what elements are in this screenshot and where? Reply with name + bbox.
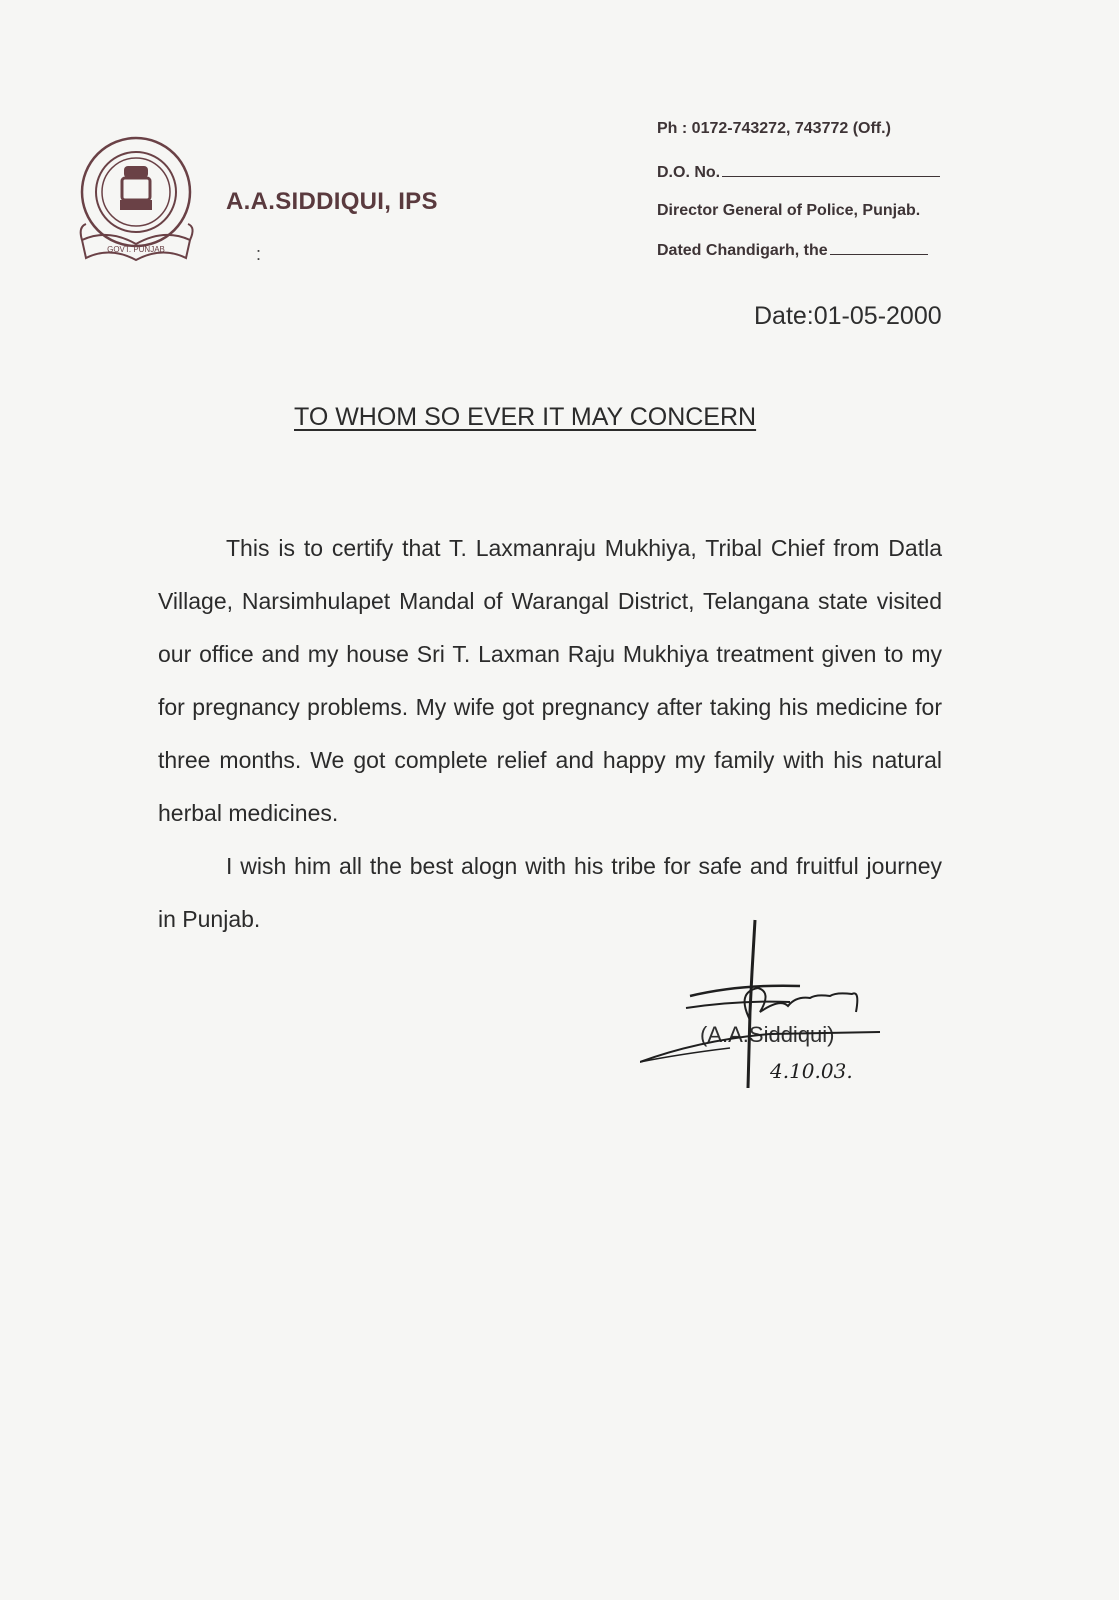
signatory-name: (A.A.Siddiqui) xyxy=(700,1022,835,1047)
do-number xyxy=(657,164,940,182)
phone-number: Ph : 0172-743272, 743772 (Off.) xyxy=(657,120,891,137)
body-paragraph-2: I wish him all the best alogn with his tribe for safe and fruitful journey in Punjab. xyxy=(158,853,942,932)
dated-label: Dated Chandigarh, the xyxy=(657,242,828,259)
officer-name: A.A.SIDDIQUI, IPS xyxy=(226,188,438,215)
dated-line xyxy=(657,242,928,260)
do-number-label: D.O. No. xyxy=(657,164,721,181)
letter-title: TO WHOM SO EVER IT MAY CONCERN xyxy=(294,403,757,431)
designation: Director General of Police, Punjab. xyxy=(657,202,921,219)
state-emblem-seal xyxy=(78,132,202,272)
handwritten-signature xyxy=(640,912,910,1102)
colon-mark: : xyxy=(256,244,262,264)
signature-date: 4.10.03. xyxy=(770,1059,853,1083)
do-number-blank xyxy=(722,176,940,177)
svg-text:GOVT. PUNJAB: GOVT. PUNJAB xyxy=(107,245,165,254)
letter-date: Date:01-05-2000 xyxy=(754,302,942,330)
dated-blank xyxy=(830,254,928,255)
body-paragraph-1: This is to certify that T. Laxmanraju Mukhiya, Tribal Chief from Datla Village, Narsimhulapet Mandal of Warangal District, Telangana state visited our office and my house Sri T. Laxman Raju Mukhiya treatment given to my for pregnancy problems. My wife got pregnancy after taking his medicine for three months. We got complete relief and happy my family with his natural herbal medicines. xyxy=(158,535,942,826)
